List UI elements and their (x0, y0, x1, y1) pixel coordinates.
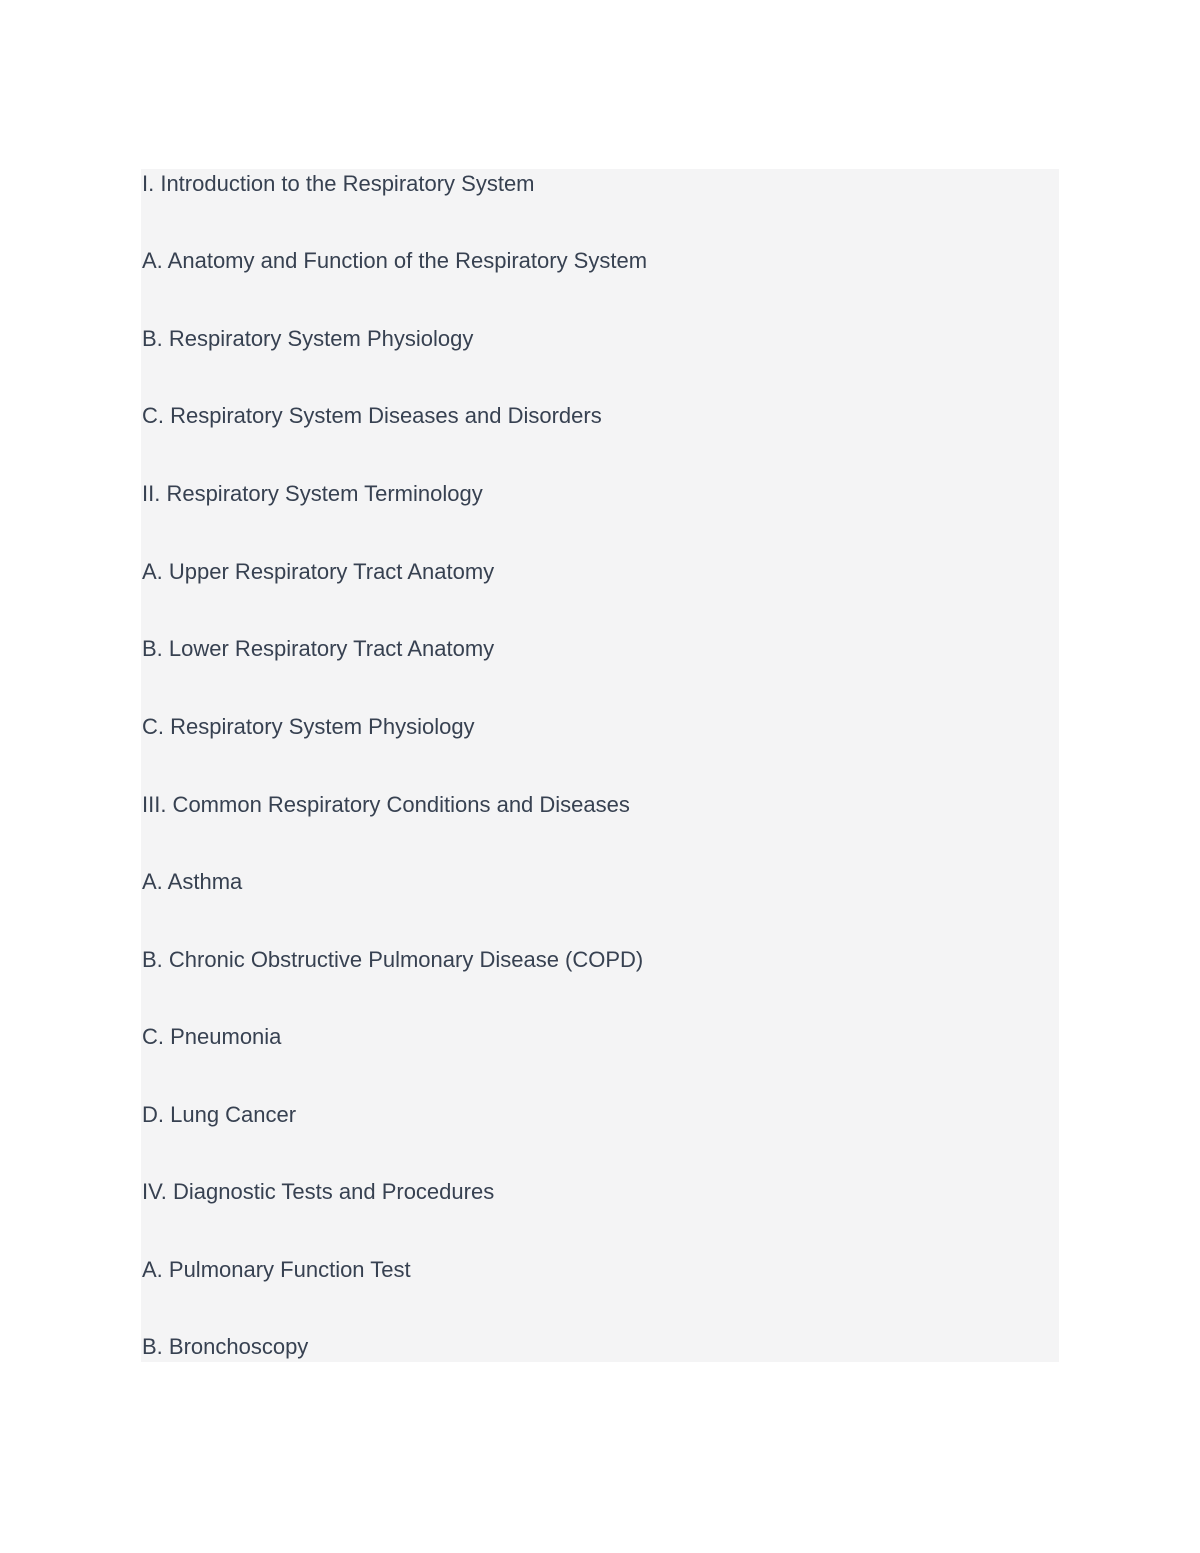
outline-subitem: C. Respiratory System Physiology (142, 714, 475, 739)
outline-heading-4: IV. Diagnostic Tests and Procedures (142, 1179, 495, 1204)
outline-block (141, 169, 1059, 1362)
outline-subitem: C. Respiratory System Diseases and Disorders (142, 403, 602, 428)
outline-subitem: B. Lower Respiratory Tract Anatomy (142, 636, 495, 661)
outline-heading-3: III. Common Respiratory Conditions and Diseases (142, 792, 630, 817)
outline-subitem: A. Pulmonary Function Test (142, 1257, 411, 1282)
outline-heading-2: II. Respiratory System Terminology (142, 481, 483, 506)
outline-subitem: B. Respiratory System Physiology (142, 326, 474, 351)
outline-heading-1: I. Introduction to the Respiratory System (142, 171, 535, 196)
outline-subitem: D. Lung Cancer (142, 1102, 297, 1127)
outline-subitem: A. Anatomy and Function of the Respiratory System (142, 248, 648, 273)
outline-subitem: B. Bronchoscopy (142, 1334, 309, 1359)
outline-subitem: B. Chronic Obstructive Pulmonary Disease (COPD) (142, 947, 644, 972)
outline-subitem: A. Asthma (142, 869, 243, 894)
outline-subitem: C. Pneumonia (142, 1024, 282, 1049)
outline-subitem: A. Upper Respiratory Tract Anatomy (142, 559, 495, 584)
